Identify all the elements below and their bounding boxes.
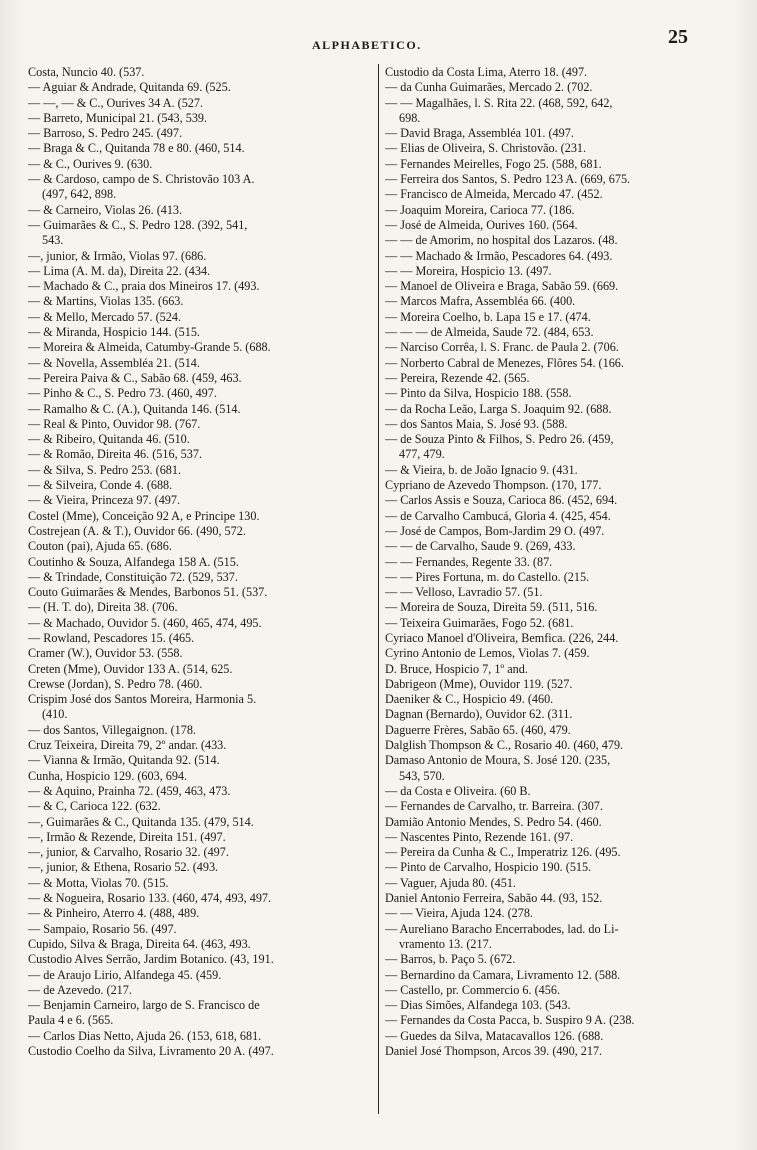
directory-entry: Cyrino Antonio de Lemos, Violas 7. (459. bbox=[385, 646, 590, 661]
directory-entry: — — — de Almeida, Saude 72. (484, 653. bbox=[385, 325, 594, 340]
directory-entry: Daguerre Frères, Sabão 65. (460, 479. bbox=[385, 722, 571, 737]
directory-entry: 543, 570. bbox=[399, 768, 445, 783]
directory-entry: — & Pinheiro, Aterro 4. (488, 489. bbox=[28, 906, 200, 921]
directory-entry: — Benjamin Carneiro, largo de S. Francisco de bbox=[28, 998, 260, 1013]
directory-entry: — & C, Carioca 122. (632. bbox=[28, 799, 161, 814]
directory-entry: Damião Antonio Mendes, S. Pedro 54. (460. bbox=[385, 814, 602, 829]
directory-entry: — Pereira, Rezende 42. (565. bbox=[385, 370, 530, 385]
directory-entry: — Aureliano Baracho Encerrabodes, lad. do Li- bbox=[385, 921, 619, 936]
directory-entry: — — Magalhães, l. S. Rita 22. (468, 592, 642, bbox=[385, 95, 613, 110]
directory-entry: — dos Santos Maia, S. José 93. (588. bbox=[385, 416, 568, 431]
directory-entry: Cyriaco Manoel d'Oliveira, Bemfica. (226, 244. bbox=[385, 630, 619, 645]
directory-entry: Dagnan (Bernardo), Ouvidor 62. (311. bbox=[385, 707, 573, 722]
directory-entry: — & Silva, S. Pedro 253. (681. bbox=[28, 462, 182, 477]
directory-entry: — & Martins, Violas 135. (663. bbox=[28, 294, 184, 309]
directory-entry: — & Machado, Ouvidor 5. (460, 465, 474, 495. bbox=[28, 615, 262, 630]
directory-entry: Cupido, Silva & Braga, Direita 64. (463, 493. bbox=[28, 936, 251, 951]
directory-entry: — Teixeira Guimarães, Fogo 52. (681. bbox=[385, 615, 574, 630]
directory-entry: — — Velloso, Lavradio 57. (51. bbox=[385, 585, 543, 600]
directory-entry: Paula 4 e 6. (565. bbox=[28, 1013, 114, 1028]
directory-entry: — de Azevedo. (217. bbox=[28, 982, 132, 997]
directory-entry: Creten (Mme), Ouvidor 133 A. (514, 625. bbox=[28, 661, 233, 676]
directory-entry: — Pinho & C., S. Pedro 73. (460, 497. bbox=[28, 386, 217, 401]
directory-entry: — & Ribeiro, Quitanda 46. (510. bbox=[28, 432, 190, 447]
directory-entry: —, Irmão & Rezende, Direita 151. (497. bbox=[28, 829, 226, 844]
directory-entry: 698. bbox=[399, 110, 421, 125]
directory-entry: 543. bbox=[42, 233, 64, 248]
directory-entry: — da Cunha Guimarães, Mercado 2. (702. bbox=[385, 80, 593, 95]
directory-entry: —, Guimarães & C., Quitanda 135. (479, 514. bbox=[28, 814, 254, 829]
directory-entry: — — Fernandes, Regente 33. (87. bbox=[385, 554, 553, 569]
directory-entry: Crewse (Jordan), S. Pedro 78. (460. bbox=[28, 676, 203, 691]
directory-entry: — Moreira Coelho, b. Lapa 15 e 17. (474. bbox=[385, 309, 591, 324]
directory-entry: — Barros, b. Paço 5. (672. bbox=[385, 952, 516, 967]
directory-entry: Cruz Teixeira, Direita 79, 2º andar. (433. bbox=[28, 738, 227, 753]
directory-entry: — & Silveira, Conde 4. (688. bbox=[28, 478, 173, 493]
directory-entry: — & C., Ourives 9. (630. bbox=[28, 156, 153, 171]
directory-entry: Cramer (W.), Ouvidor 53. (558. bbox=[28, 646, 183, 661]
directory-entry: — Pinto da Silva, Hospicio 188. (558. bbox=[385, 386, 572, 401]
directory-entry: — Moreira & Almeida, Catumby-Grande 5. (688. bbox=[28, 340, 271, 355]
directory-entry: — José de Campos, Bom-Jardim 29 O. (497. bbox=[385, 523, 605, 538]
directory-entry: (497, 642, 898. bbox=[42, 187, 117, 202]
directory-entry: — dos Santos, Villegaignon. (178. bbox=[28, 722, 196, 737]
directory-entry: — Castello, pr. Commercio 6. (456. bbox=[385, 982, 561, 997]
directory-entry: — da Costa e Oliveira. (60 B. bbox=[385, 783, 531, 798]
directory-entry: Cunha, Hospicio 129. (603, 694. bbox=[28, 768, 188, 783]
directory-entry: — Carlos Dias Netto, Ajuda 26. (153, 618, 681. bbox=[28, 1028, 262, 1043]
directory-entry: — Pinto de Carvalho, Hospicio 190. (515. bbox=[385, 860, 592, 875]
directory-entry: — Fernandes da Costa Pacca, b. Suspiro 9 A. (238. bbox=[385, 1013, 635, 1028]
directory-entry: — (H. T. do), Direita 38. (706. bbox=[28, 600, 178, 615]
directory-entry: Crispim José dos Santos Moreira, Harmonia 5. bbox=[28, 692, 257, 707]
directory-entry: — Dias Simões, Alfandega 103. (543. bbox=[385, 998, 571, 1013]
directory-entry: — Aguiar & Andrade, Quitanda 69. (525. bbox=[28, 80, 231, 95]
directory-entry: Dalglish Thompson & C., Rosario 40. (460, 479. bbox=[385, 738, 624, 753]
directory-entry: — & Motta, Violas 70. (515. bbox=[28, 875, 169, 890]
directory-entry: Costa, Nuncio 40. (537. bbox=[28, 65, 145, 79]
directory-entry: Costel (Mme), Conceição 92 A, e Principe 130. bbox=[28, 508, 260, 523]
directory-entry: — Barreto, Municipal 21. (543, 539. bbox=[28, 110, 208, 125]
page-number: 25 bbox=[668, 26, 688, 48]
directory-entry: — Carlos Assis e Souza, Carioca 86. (452, 694. bbox=[385, 493, 618, 508]
page-header bbox=[0, 26, 757, 50]
column-divider bbox=[378, 64, 379, 1114]
directory-entry: — Fernandes Meirelles, Fogo 25. (588, 681. bbox=[385, 156, 602, 171]
directory-entry: Dabrigeon (Mme), Ouvidor 119. (527. bbox=[385, 676, 573, 691]
directory-entry: — — Pires Fortuna, m. do Castello. (215. bbox=[385, 569, 590, 584]
directory-entry: — & Novella, Assembléa 21. (514. bbox=[28, 355, 200, 370]
directory-entry: — & Miranda, Hospicio 144. (515. bbox=[28, 325, 200, 340]
directory-entry: — Nascentes Pinto, Rezende 161. (97. bbox=[385, 829, 574, 844]
running-title: ALPHABETICO. bbox=[312, 38, 422, 52]
directory-entry: — da Rocha Leão, Larga S. Joaquim 92. (688. bbox=[385, 401, 612, 416]
directory-entry: — & Cardoso, campo de S. Christovão 103 A. bbox=[28, 172, 255, 187]
directory-entry: Daniel José Thompson, Arcos 39. (490, 217. bbox=[385, 1044, 603, 1058]
directory-entry: — & Vieira, Princeza 97. (497. bbox=[28, 493, 181, 508]
directory-entry: — Francisco de Almeida, Mercado 47. (452. bbox=[385, 187, 603, 202]
directory-entry: — Braga & C., Quitanda 78 e 80. (460, 514. bbox=[28, 141, 245, 156]
directory-entry: — Rowland, Pescadores 15. (465. bbox=[28, 630, 195, 645]
directory-entry: — Lima (A. M. da), Direita 22. (434. bbox=[28, 263, 211, 278]
directory-entry: — & Romão, Direita 46. (516, 537. bbox=[28, 447, 202, 462]
directory-entry: — Machado & C., praia dos Mineiros 17. (493. bbox=[28, 279, 260, 294]
directory-entry: — Elias de Oliveira, S. Christovão. (231. bbox=[385, 141, 587, 156]
directory-entry: —, junior, & Irmão, Violas 97. (686. bbox=[28, 248, 207, 263]
left-column bbox=[28, 65, 368, 1059]
directory-entry: — José de Almeida, Ourives 160. (564. bbox=[385, 217, 578, 232]
directory-entry: — David Braga, Assembléa 101. (497. bbox=[385, 126, 574, 141]
directory-entry: — Vianna & Irmão, Quitanda 92. (514. bbox=[28, 753, 220, 768]
directory-entry: Custodio Alves Serrão, Jardim Botanico. (43, 191. bbox=[28, 952, 274, 967]
directory-entry: — — de Carvalho, Saude 9. (269, 433. bbox=[385, 539, 576, 554]
directory-entry: — Manoel de Oliveira e Braga, Sabão 59. (669. bbox=[385, 279, 619, 294]
directory-entry: — Marcos Mafra, Assembléa 66. (400. bbox=[385, 294, 576, 309]
directory-entry: — —, — & C., Ourives 34 A. (527. bbox=[28, 95, 204, 110]
directory-entry: — Sampaio, Rosario 56. (497. bbox=[28, 921, 177, 936]
directory-entry: Daniel Antonio Ferreira, Sabão 44. (93, 152. bbox=[385, 891, 603, 906]
directory-entry: D. Bruce, Hospicio 7, 1º and. bbox=[385, 661, 528, 676]
directory-entry: — & Aquino, Prainha 72. (459, 463, 473. bbox=[28, 783, 231, 798]
directory-entry: —, junior, & Ethena, Rosario 52. (493. bbox=[28, 860, 219, 875]
directory-entry: 477, 479. bbox=[399, 447, 445, 462]
directory-entry: — Pereira da Cunha & C., Imperatriz 126. (495. bbox=[385, 845, 621, 860]
directory-entry: —, junior, & Carvalho, Rosario 32. (497. bbox=[28, 845, 229, 860]
directory-entry: — Moreira de Souza, Direita 59. (511, 516. bbox=[385, 600, 598, 615]
directory-entry: Custodio da Costa Lima, Aterro 18. (497. bbox=[385, 65, 588, 79]
directory-entry: — Guedes da Silva, Matacavallos 126. (688. bbox=[385, 1028, 604, 1043]
directory-entry: Coutinho & Souza, Alfandega 158 A. (515. bbox=[28, 554, 239, 569]
directory-entry: — de Souza Pinto & Filhos, S. Pedro 26. (459, bbox=[385, 432, 614, 447]
directory-entry: — Ramalho & C. (A.), Quitanda 146. (514. bbox=[28, 401, 241, 416]
directory-entry: — Norberto Cabral de Menezes, Flôres 54. (166. bbox=[385, 355, 624, 370]
directory-entry: — de Carvalho Cambucá, Gloria 4. (425, 454. bbox=[385, 508, 611, 523]
page-edge-shade-left bbox=[0, 0, 24, 1150]
directory-entry: — Joaquim Moreira, Carioca 77. (186. bbox=[385, 202, 575, 217]
directory-entry: — & Carneiro, Violas 26. (413. bbox=[28, 202, 183, 217]
directory-entry: — & Nogueira, Rosario 133. (460, 474, 493, 497. bbox=[28, 891, 272, 906]
directory-entry: Custodio Coelho da Silva, Livramento 20 A. (497. bbox=[28, 1044, 274, 1058]
directory-entry: — Pereira Paiva & C., Sabão 68. (459, 463. bbox=[28, 370, 242, 385]
directory-entry: — — Moreira, Hospicio 13. (497. bbox=[385, 263, 552, 278]
directory-entry: — Barroso, S. Pedro 245. (497. bbox=[28, 126, 183, 141]
directory-entry: — — Vieira, Ajuda 124. (278. bbox=[385, 906, 533, 921]
directory-entry: Damaso Antonio de Moura, S. José 120. (235, bbox=[385, 753, 611, 768]
directory-entry: — Vaguer, Ajuda 80. (451. bbox=[385, 875, 516, 890]
directory-entry: — Fernandes de Carvalho, tr. Barreira. (307. bbox=[385, 799, 603, 814]
directory-entry: — de Araujo Lirio, Alfandega 45. (459. bbox=[28, 967, 222, 982]
directory-entry: Costrejean (A. & T.), Ouvidor 66. (490, 572. bbox=[28, 523, 246, 538]
directory-entry: Daeniker & C., Hospicio 49. (460. bbox=[385, 692, 554, 707]
directory-entry: — Real & Pinto, Ouvidor 98. (767. bbox=[28, 416, 201, 431]
directory-entry: — Guimarães & C., S. Pedro 128. (392, 541, bbox=[28, 217, 248, 232]
directory-entry: — — de Amorim, no hospital dos Lazaros. (48. bbox=[385, 233, 618, 248]
directory-entry: (410. bbox=[42, 707, 68, 722]
directory-entry: — Bernardino da Camara, Livramento 12. (588. bbox=[385, 967, 621, 982]
directory-entry: — & Trindade, Constituição 72. (529, 537. bbox=[28, 569, 238, 584]
page-edge-shade-right bbox=[733, 0, 757, 1150]
right-column bbox=[385, 65, 730, 1059]
directory-entry: vramento 13. (217. bbox=[399, 936, 492, 951]
directory-entry: — & Mello, Mercado 57. (524. bbox=[28, 309, 181, 324]
directory-entry: Couton (pai), Ajuda 65. (686. bbox=[28, 539, 172, 554]
directory-entry: Cypriano de Azevedo Thompson. (170, 177. bbox=[385, 478, 602, 493]
directory-entry: — & Vieira, b. de João Ignacio 9. (431. bbox=[385, 462, 578, 477]
directory-entry: — Narciso Corrêa, l. S. Franc. de Paula 2. (706. bbox=[385, 340, 619, 355]
directory-entry: — Ferreira dos Santos, S. Pedro 123 A. (669, 675. bbox=[385, 172, 631, 187]
directory-entry: Couto Guimarães & Mendes, Barbonos 51. (537. bbox=[28, 585, 268, 600]
directory-entry: — — Machado & Irmão, Pescadores 64. (493. bbox=[385, 248, 613, 263]
